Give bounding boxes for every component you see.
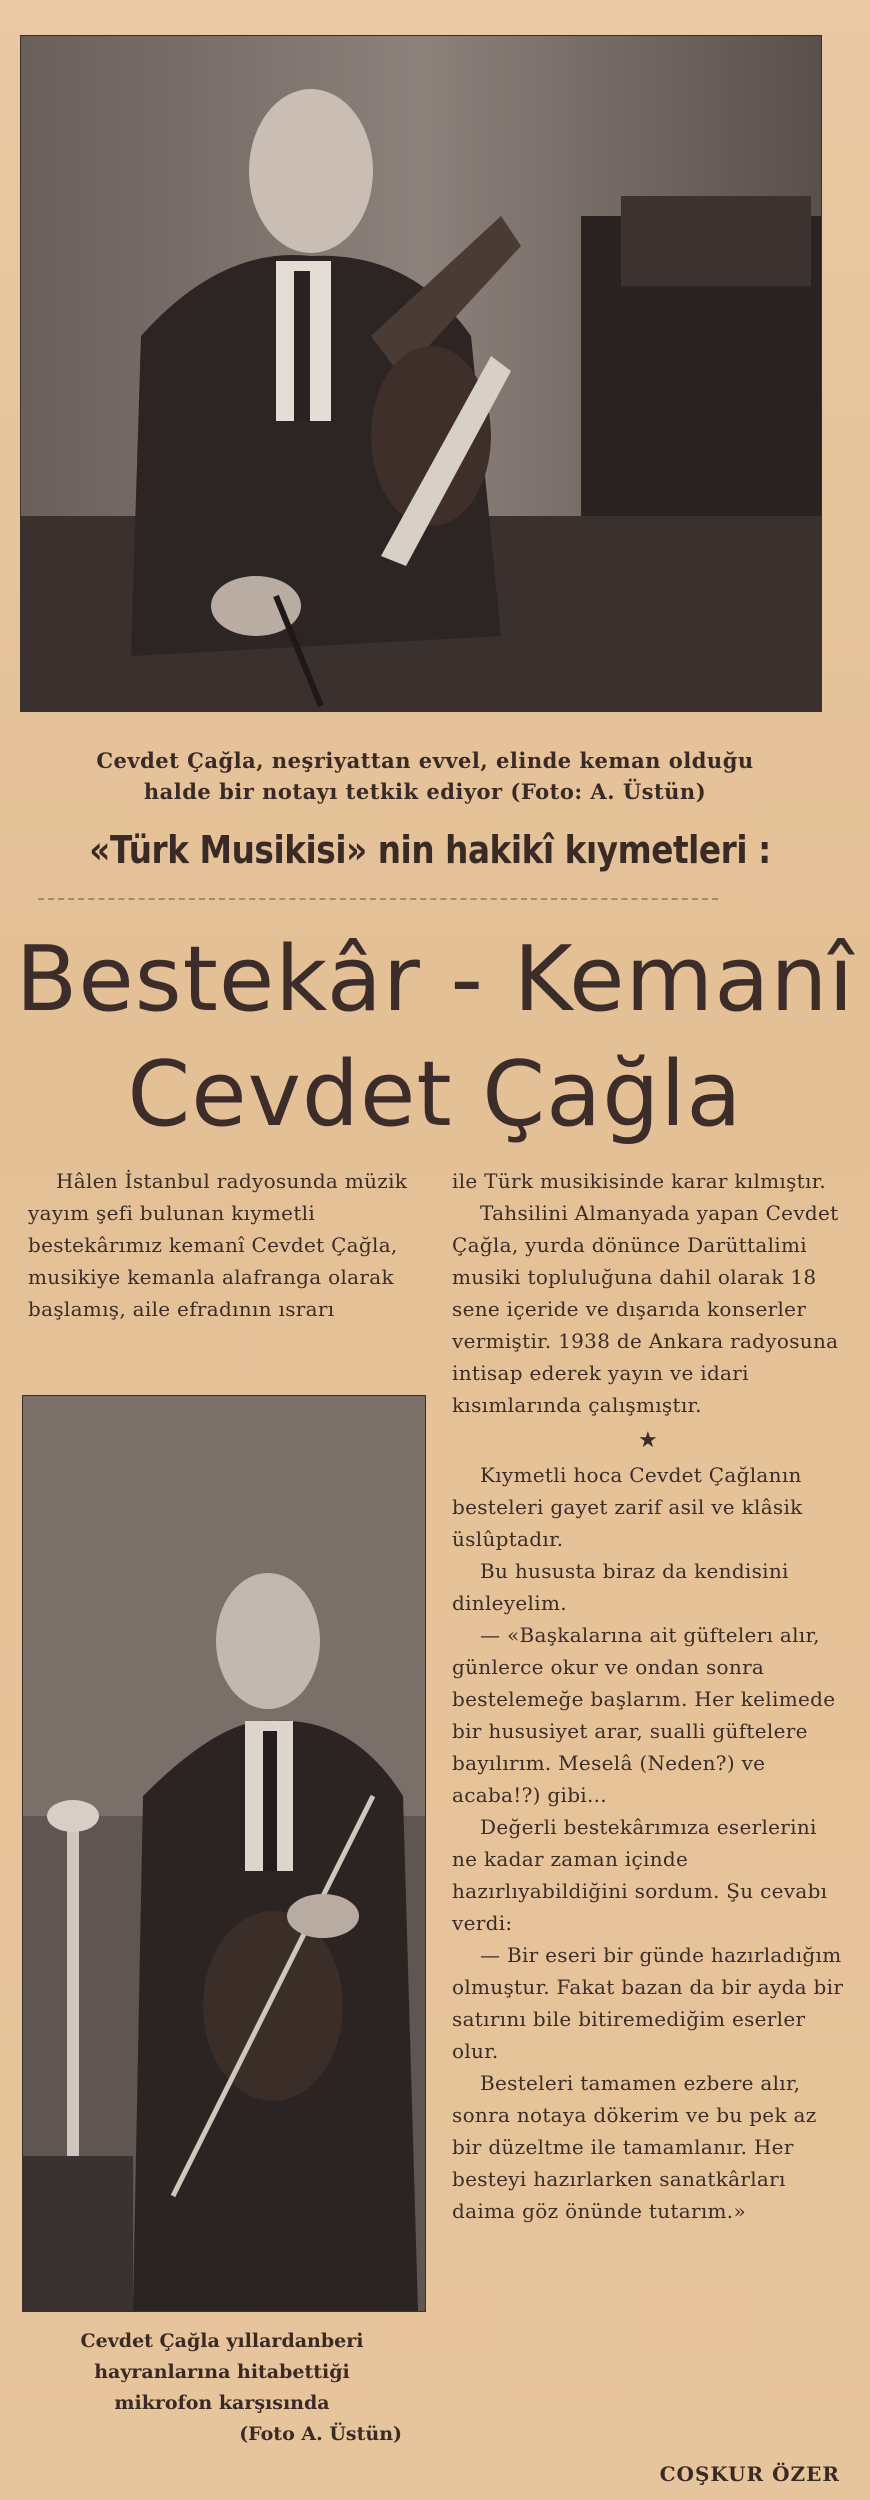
article-paragraph: ile Türk musikisinde karar kılmıştır. bbox=[452, 1169, 827, 1193]
bottom-caption-line2: hayranlarına hitabettiği bbox=[94, 2361, 350, 2383]
photo-violinist-reading-score bbox=[20, 35, 822, 712]
top-photo-caption bbox=[40, 745, 810, 807]
bottom-photo-caption bbox=[22, 2326, 422, 2450]
headline-line2: Cevdet Çağla bbox=[127, 1042, 743, 1147]
bottom-caption-line1: Cevdet Çağla yıllardanberi bbox=[80, 2330, 364, 2352]
article-paragraph: — Bir eseri bir günde hazırladığım olmuştur. Fakat bazan da bir ayda bir satırını bile bitiremediğim eserler olur. bbox=[452, 1943, 844, 2063]
article-paragraph: Bu hususta biraz da kendisini dinleyelim. bbox=[452, 1559, 789, 1615]
article-paragraph: Tahsilini Almanyada yapan Cevdet Çağla, yurda dönünce Darüttalimi musiki topluluğuna dahil olarak 18 sene içeride ve dışarıda konserler vermiştir. 1938 de Ankara radyosuna intisap ederek yayın ve idari kısımlarında çalışmıştır. bbox=[452, 1201, 839, 1417]
kicker-divider bbox=[38, 898, 718, 908]
article-paragraph: Kıymetli hoca Cevdet Çağlanın besteleri gayet zarif asil ve klâsik üslûptadır. bbox=[452, 1463, 803, 1551]
article-kicker: «Türk Musikisi» nin hakikî kıymetleri : bbox=[89, 828, 771, 872]
star-separator: ★ bbox=[637, 1428, 659, 1453]
article-paragraph: Besteleri tamamen ezbere alır, sonra notaya dökerim ve bu pek az bir düzeltme ile tamamlanır. Her besteyi hazırlarken sanatkârları daima göz önünde tutarım.» bbox=[452, 2071, 817, 2223]
top-photo-caption-line2: halde bir notayı tetkik ediyor (Foto: A. Üstün) bbox=[143, 779, 707, 804]
article-column-right bbox=[452, 1165, 844, 2227]
photo-bottom-image bbox=[23, 1396, 425, 2311]
article-paragraph: — «Başkalarına ait güftelerı alır, günlerce okur ve ondan sonra bestelemeğe başlarım. Her kelimede bir hususiyet arar, sualli güftelere bayılırım. Meselâ (Neden?) ve acaba!?) gibi... bbox=[452, 1623, 836, 1807]
photo-violinist-at-microphone bbox=[22, 1395, 426, 2312]
article-paragraph: Değerli bestekârımıza eserlerini ne kadar zaman içinde hazırlıyabildiğini sordum. Şu cevabı verdi: bbox=[452, 1815, 828, 1935]
author-byline: COŞKUR ÖZER bbox=[659, 2462, 840, 2486]
top-photo-caption-line1: Cevdet Çağla, neşriyattan evvel, elinde keman olduğu bbox=[96, 748, 754, 773]
headline-line1: Bestekâr - Kemanî bbox=[15, 927, 855, 1032]
bottom-photo-credit: (Foto A. Üstün) bbox=[239, 2423, 402, 2445]
article-paragraph: Hâlen İstanbul radyosunda müzik yayım şefi bulunan kıymetli bestekârımız kemanî Cevdet Çağla, musikiye kemanla alafranga olarak başlamış, aile efradının ısrarı bbox=[28, 1169, 408, 1321]
bottom-caption-line3: mikrofon karşısında bbox=[114, 2392, 330, 2414]
photo-top-image bbox=[21, 36, 821, 711]
article-column-left bbox=[28, 1165, 418, 1325]
